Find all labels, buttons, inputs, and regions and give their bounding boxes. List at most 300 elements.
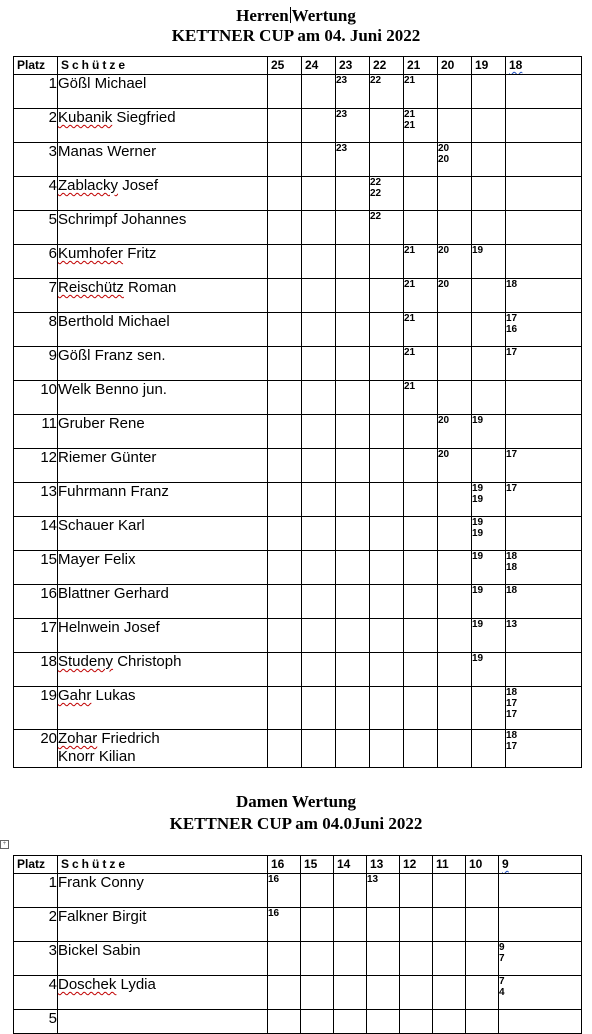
score-value: 22 [370,177,382,188]
score-cell [506,381,582,415]
score-value: 23 [336,109,348,120]
platz-cell: 2 [14,908,58,942]
platz-cell: 7 [14,279,58,313]
name-cell [58,313,268,347]
score-cell [506,245,582,279]
score-cell [506,449,582,483]
score-value: 18 [506,562,518,573]
score-cell [506,279,582,313]
score-value: 18 [506,730,518,741]
score-value: 17 [506,483,518,494]
score-cell [268,730,302,768]
damen-subtitle: KETTNER CUP am 04.0Juni 2022 [169,814,423,833]
score-cell [367,908,400,942]
score-cell [466,976,499,1010]
score-cell [472,381,506,415]
score-cell [302,347,336,381]
score-cell [438,109,472,143]
score-cell [472,347,506,381]
score-cell [438,143,472,177]
score-cell [438,177,472,211]
score-value: 7 [499,953,505,964]
score-cell [400,942,433,976]
spellcheck-marked-name: Gahr [58,687,92,704]
score-cell [302,653,336,687]
score-cell [404,347,438,381]
score-cell [404,585,438,619]
score-cell [336,75,370,109]
score-cell [370,313,404,347]
score-cell [336,653,370,687]
score-cell [404,279,438,313]
table-row [14,75,582,109]
spellcheck-marked-name: Kumhofer [58,245,124,262]
table-row [14,551,582,585]
score-cell [302,313,336,347]
score-cell [499,976,582,1010]
score-value: 20 [438,143,450,154]
score-cell [506,687,582,730]
score-cell [370,381,404,415]
score-cell [404,619,438,653]
score-cell [506,143,582,177]
score-cell [404,381,438,415]
table-move-handle-icon[interactable]: + [0,840,9,849]
score-cell [506,177,582,211]
score-cell [472,585,506,619]
score-cell [268,245,302,279]
header-score-column: 20 [438,57,472,75]
score-cell [336,730,370,768]
score-cell [438,415,472,449]
platz-cell: 15 [14,551,58,585]
header-score-column: 10 [466,856,499,874]
score-cell [370,619,404,653]
score-cell [438,619,472,653]
score-cell [336,687,370,730]
score-cell [438,381,472,415]
name-rest: Lydia [116,976,156,993]
platz-cell: 4 [14,976,58,1010]
name-text: Falkner Birgit [58,908,147,925]
header-score-column: 25 [268,57,302,75]
table-row [14,313,582,347]
score-cell [336,245,370,279]
score-value: 17 [506,313,518,324]
score-cell [472,551,506,585]
header-schuetze: Schütze [58,57,268,75]
name-rest: Roman [123,279,177,296]
table-row [14,177,582,211]
score-cell [438,687,472,730]
table-row [14,874,582,908]
score-cell [404,313,438,347]
score-cell [370,347,404,381]
score-cell [334,1010,367,1034]
score-cell [268,279,302,313]
header-score-column: 15 [301,856,334,874]
name-second-line: Knorr Kilian [58,748,136,765]
score-cell [370,75,404,109]
spellcheck-marked-name: Reischütz [58,279,124,296]
score-cell [336,619,370,653]
score-cell [404,143,438,177]
platz-cell: 3 [14,143,58,177]
score-cell [404,483,438,517]
table-row [14,585,582,619]
score-cell [506,585,582,619]
score-cell [472,143,506,177]
header-score-column: 24 [302,57,336,75]
spellcheck-marked-name: Zohar [58,730,98,747]
score-cell [466,908,499,942]
score-value: 19 [472,483,484,494]
name-cell [58,109,268,143]
score-cell [400,976,433,1010]
score-cell [268,551,302,585]
score-cell [466,874,499,908]
score-value: 18 [506,687,518,698]
platz-cell: 11 [14,415,58,449]
score-cell [268,483,302,517]
score-value: 17 [506,709,518,720]
spellcheck-marked-name: Studeny [58,653,114,670]
name-text: Fuhrmann Franz [58,483,169,500]
score-value: 16 [268,874,280,885]
name-text: Frank Conny [58,874,144,891]
score-value: 19 [472,653,484,664]
name-text: Gruber Rene [58,415,145,432]
score-value: 18 [506,279,518,290]
score-cell [506,347,582,381]
score-cell [506,75,582,109]
name-cell [58,908,268,942]
score-cell [302,730,336,768]
score-cell [370,517,404,551]
score-cell [370,211,404,245]
name-text: Helnwein Josef [58,619,160,636]
score-cell [438,279,472,313]
score-cell [506,313,582,347]
score-cell [302,177,336,211]
score-cell [404,245,438,279]
name-cell [58,551,268,585]
score-cell [438,75,472,109]
score-cell [433,942,466,976]
score-cell [302,279,336,313]
score-cell [302,75,336,109]
platz-cell: 17 [14,619,58,653]
score-value: 9 [499,942,505,953]
score-value: 13 [367,874,379,885]
score-cell [400,874,433,908]
table-row [14,109,582,143]
score-cell [302,415,336,449]
score-cell [404,75,438,109]
score-cell [438,245,472,279]
score-cell [302,211,336,245]
score-cell [268,976,301,1010]
score-cell [336,449,370,483]
score-value: 21 [404,109,416,120]
score-cell [404,109,438,143]
score-cell [499,1010,582,1034]
score-cell [336,177,370,211]
score-cell [336,313,370,347]
score-value: 18 [506,551,518,562]
name-rest: Siegfried [112,109,176,126]
name-cell [58,653,268,687]
score-cell [370,483,404,517]
score-cell [472,730,506,768]
name-rest: Fritz [123,245,157,262]
name-text: Welk Benno jun. [58,381,167,398]
score-value: 19 [472,245,484,256]
platz-cell: 10 [14,381,58,415]
score-cell [472,177,506,211]
score-cell [301,942,334,976]
score-cell [334,976,367,1010]
name-rest: Lukas [91,687,136,704]
score-cell [438,347,472,381]
score-value: 21 [404,347,416,358]
score-cell [370,687,404,730]
score-cell [466,942,499,976]
score-value: 21 [404,75,416,86]
name-cell [58,976,268,1010]
score-cell [367,1010,400,1034]
table-row [14,653,582,687]
header-score-column: 13 [367,856,400,874]
name-cell [58,942,268,976]
score-cell [438,730,472,768]
table-row [14,942,582,976]
header-score-column: 23 [336,57,370,75]
score-cell [268,517,302,551]
score-value: 7 [499,976,505,987]
score-value: 18 [506,585,518,596]
score-value: 19 [472,415,484,426]
score-cell [336,517,370,551]
platz-cell: 1 [14,75,58,109]
score-value: 19 [472,528,484,539]
score-cell [472,483,506,517]
score-cell [268,313,302,347]
score-cell [302,483,336,517]
score-value: 21 [404,313,416,324]
score-cell [336,143,370,177]
score-cell [268,942,301,976]
table-row [14,279,582,313]
score-cell [268,687,302,730]
text-cursor [290,7,291,23]
score-cell [268,1010,301,1034]
score-cell [472,109,506,143]
damen-table [13,855,582,1034]
score-cell [268,874,301,908]
score-cell [268,449,302,483]
name-cell [58,279,268,313]
score-value: 17 [506,449,518,460]
score-cell [367,976,400,1010]
score-cell [438,551,472,585]
score-cell [499,874,582,908]
table-row [14,517,582,551]
score-value: 22 [370,188,382,199]
header-platz: Platz [14,856,58,874]
score-cell [370,245,404,279]
table-row [14,619,582,653]
table-row [14,483,582,517]
score-cell [268,177,302,211]
platz-cell: 16 [14,585,58,619]
score-cell [400,908,433,942]
score-cell [334,942,367,976]
score-cell [438,585,472,619]
score-value: 19 [472,619,484,630]
score-cell [268,75,302,109]
name-text: Bickel Sabin [58,942,141,959]
score-value: 21 [404,279,416,290]
score-value: 16 [268,908,280,919]
header-score-column: 12 [400,856,433,874]
name-cell [58,245,268,279]
platz-cell: 9 [14,347,58,381]
score-value: 20 [438,154,450,165]
score-cell [404,449,438,483]
score-cell [268,109,302,143]
score-cell [506,109,582,143]
score-cell [302,687,336,730]
score-cell [404,687,438,730]
name-cell [58,347,268,381]
score-cell [268,347,302,381]
score-cell [302,109,336,143]
score-cell [404,211,438,245]
platz-cell: 1 [14,874,58,908]
platz-cell: 4 [14,177,58,211]
score-cell [334,874,367,908]
score-cell [370,109,404,143]
header-score-column: 22 [370,57,404,75]
score-cell [472,687,506,730]
score-cell [336,585,370,619]
score-cell [302,585,336,619]
platz-cell: 12 [14,449,58,483]
score-cell [268,585,302,619]
score-value: 19 [472,585,484,596]
score-value: 22 [370,75,382,86]
header-score-column: 9 [499,856,582,874]
score-cell [472,245,506,279]
platz-cell: 13 [14,483,58,517]
score-cell [268,211,302,245]
score-cell [499,942,582,976]
name-text: Riemer Günter [58,449,157,466]
score-value: 13 [506,619,518,630]
name-text: Schauer Karl [58,517,145,534]
score-cell [466,1010,499,1034]
score-value: 20 [438,279,450,290]
score-cell [472,653,506,687]
header-score-column: 14 [334,856,367,874]
score-cell [301,874,334,908]
score-cell [370,551,404,585]
score-value: 19 [472,494,484,505]
score-value: 17 [506,347,518,358]
score-cell [506,517,582,551]
score-cell [472,211,506,245]
score-cell [404,177,438,211]
name-cell [58,874,268,908]
platz-cell: 19 [14,687,58,730]
platz-cell: 6 [14,245,58,279]
header-score-column: 18 [506,57,582,75]
score-cell [336,109,370,143]
score-cell [433,1010,466,1034]
score-cell [302,143,336,177]
spellcheck-marked-name: Kubanik [58,109,113,126]
table-row [14,245,582,279]
table-row [14,449,582,483]
score-cell [367,874,400,908]
name-rest: Friedrich [97,730,160,747]
platz-cell: 3 [14,942,58,976]
platz-cell: 5 [14,1010,58,1034]
score-cell [336,551,370,585]
score-value: 21 [404,245,416,256]
name-text: Gößl Franz sen. [58,347,166,364]
name-text: Berthold Michael [58,313,170,330]
name-cell [58,687,268,730]
score-cell [268,619,302,653]
score-cell [268,908,301,942]
header-score-column: 21 [404,57,438,75]
name-text: Mayer Felix [58,551,136,568]
table-row [14,908,582,942]
score-cell [370,143,404,177]
name-text: Schrimpf Johannes [58,211,187,228]
name-cell [58,483,268,517]
score-cell [302,245,336,279]
score-value: 22 [370,211,382,222]
score-cell [336,415,370,449]
score-cell [506,619,582,653]
score-cell [404,730,438,768]
platz-cell: 18 [14,653,58,687]
score-cell [506,653,582,687]
score-cell [506,415,582,449]
score-cell [438,313,472,347]
score-value: 20 [438,415,450,426]
score-cell [301,1010,334,1034]
score-cell [370,177,404,211]
score-cell [370,653,404,687]
name-cell [58,211,268,245]
table-row [14,976,582,1010]
header-score-column: 19 [472,57,506,75]
score-value: 19 [472,551,484,562]
score-cell [302,517,336,551]
score-cell [268,415,302,449]
score-cell [336,347,370,381]
score-cell [302,449,336,483]
score-cell [433,976,466,1010]
score-value: 23 [336,143,348,154]
score-cell [438,449,472,483]
score-cell [472,313,506,347]
score-value: 20 [438,245,450,256]
